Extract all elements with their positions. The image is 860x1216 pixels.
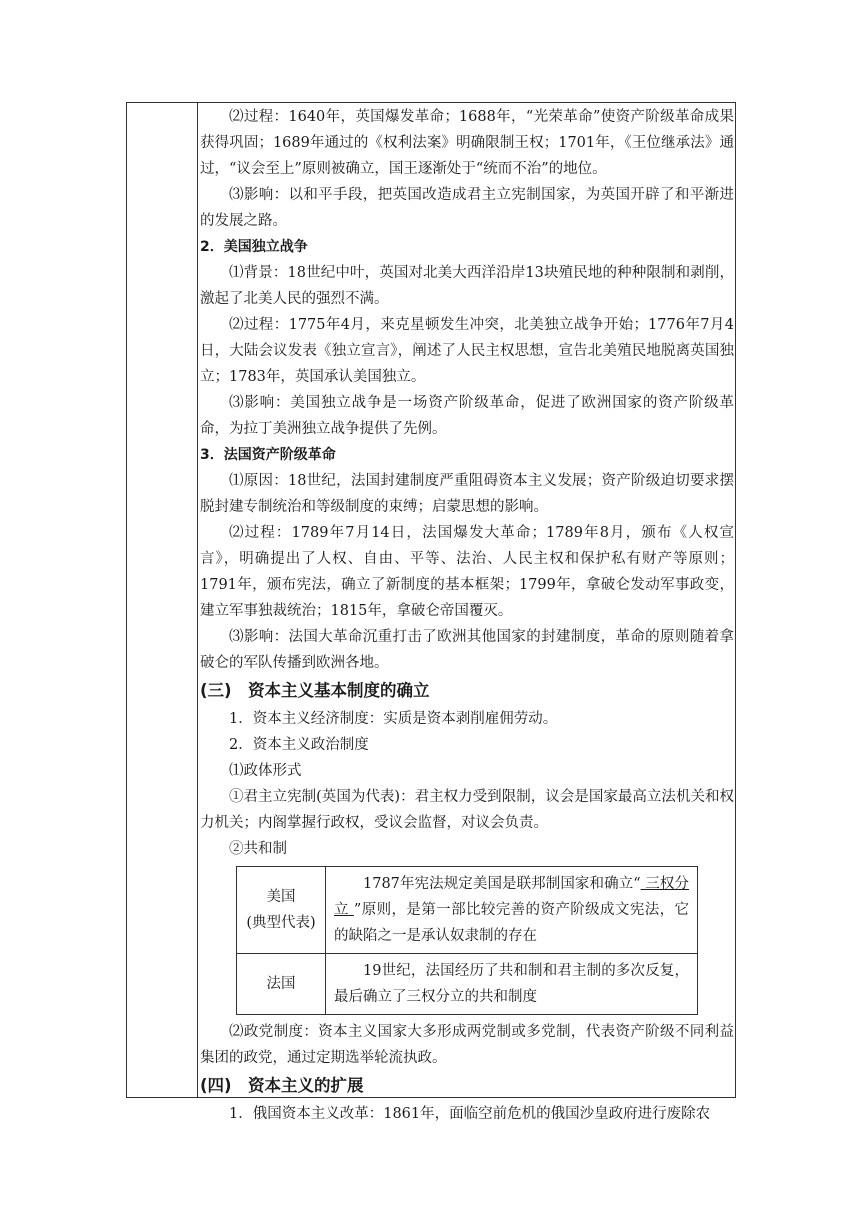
paragraph: ⑴背景：18世纪中叶，英国对北美大西洋沿岸13块殖民地的种种限制和剥削，激起了北美人民的强烈不满。	[200, 265, 734, 307]
paragraph: 1．资本主义经济制度：实质是资本剥削雇佣劳动。	[229, 711, 558, 727]
table-cell-us-text: 1787年宪法规定美国是联邦制国家和确立“ 三权分立 ”原则，是第一部比较完善的资产阶级成文宪法，它的缺陷之一是承认奴隶制的存在	[326, 867, 698, 954]
table-row	[237, 954, 698, 1015]
republic-table	[236, 866, 698, 1015]
section-heading-3	[200, 676, 734, 706]
paragraph: ⑴原因：18世纪，法国封建制度严重阻碍资本主义发展；资产阶级迫切要求摆脱封建专制统治和等级制度的束缚；启蒙思想的影响。	[200, 473, 734, 515]
paragraph: ⑵过程：1775年4月，来克星顿发生冲突，北美独立战争开始；1776年7月4日，大陆会议发表《独立宣言》，阐述了人民主权思想，宣告北美殖民地脱离英国独立；1783年，英国承认美国独立。	[200, 317, 734, 385]
paragraph: ⑵政党制度：资本主义国家大多形成两党制或多党制，代表资产阶级不同利益集团的政党，通过定期选举轮流执政。	[200, 1024, 734, 1066]
paragraph: ②共和制	[229, 841, 287, 857]
paragraph: ⑵过程：1640年，英国爆发革命；1688年，“光荣革命”使资产阶级革命成果获得巩固；1689年通过的《权利法案》明确限制王权；1701年，《王位继承法》通过，“议会至上”原则被确立，国王逐渐处于“统而不治”的地位。	[200, 109, 734, 177]
us-sublabel: (典型代表)	[246, 915, 316, 931]
section-title: 资本主义的扩展	[248, 1076, 364, 1095]
content-cell	[200, 104, 734, 1127]
table-cell-us	[237, 867, 326, 954]
underlined-blank: 三权分立	[334, 876, 689, 918]
table-cell-fr-text: 19世纪，法国经历了共和制和君主制的多次反复，最后确立了三权分立的共和制度	[326, 954, 698, 1015]
paragraph: ⑴政体形式	[229, 763, 302, 779]
paragraph: 1．俄国资本主义改革：1861年，面临空前危机的俄国沙皇政府进行废除农	[229, 1106, 711, 1122]
paragraph: 2．资本主义政治制度	[229, 737, 369, 753]
section-title: 资本主义基本制度的确立	[248, 681, 430, 700]
table-row	[237, 867, 698, 954]
paragraph: ⑶影响：以和平手段，把英国改造成君主立宪制国家，为英国开辟了和平渐进的发展之路。	[200, 187, 734, 229]
paragraph: ①君主立宪制(英国为代表)：君主权力受到限制，议会是国家最高立法机关和权力机关；内阁掌握行政权，受议会监督，对议会负责。	[200, 789, 734, 831]
subheading-french-revolution: 3．法国资产阶级革命	[200, 447, 336, 463]
column-divider	[197, 102, 198, 1098]
section-number: (三)	[200, 681, 232, 700]
paragraph: ⑶影响：美国独立战争是一场资产阶级革命，促进了欧洲国家的资产阶级革命，为拉丁美洲独立战争提供了先例。	[200, 395, 734, 437]
section-heading-4	[200, 1071, 734, 1101]
table-cell-fr: 法国	[237, 954, 326, 1015]
paragraph: ⑵过程：1789年7月14日，法国爆发大革命；1789年8月，颁布《人权宣言》，明确提出了人权、自由、平等、法治、人民主权和保护私有财产等原则；1791年，颁布宪法，确立了新制度的基本框架；1799年，拿破仑发动军事政变，建立军事独裁统治；1815年，拿破仑帝国覆灭。	[200, 525, 734, 619]
us-label: 美国	[266, 889, 296, 905]
section-number: (四)	[200, 1076, 232, 1095]
paragraph: ⑶影响：法国大革命沉重打击了欧洲其他国家的封建制度，革命的原则随着拿破仑的军队传播到欧洲各地。	[200, 629, 734, 671]
subheading-us-independence: 2．美国独立战争	[200, 239, 308, 255]
